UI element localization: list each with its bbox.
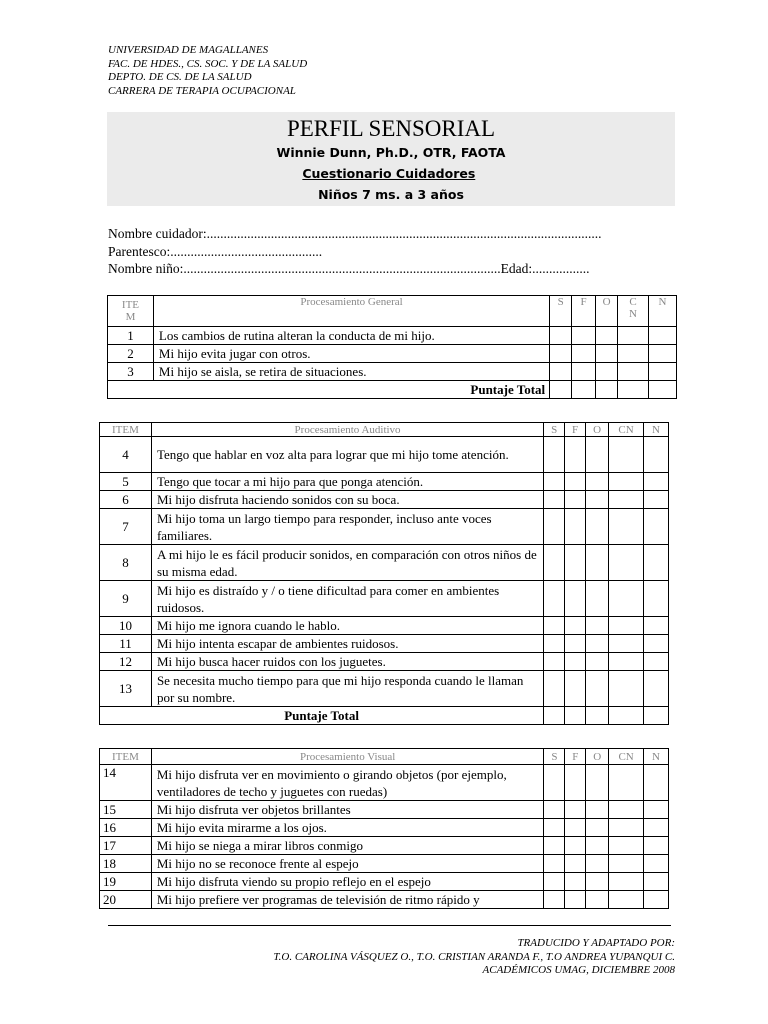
answer-cell[interactable] (609, 653, 644, 671)
answer-cell[interactable] (643, 635, 668, 653)
answer-cell[interactable] (648, 345, 676, 363)
answer-cell[interactable] (586, 837, 609, 855)
answer-cell[interactable] (544, 509, 565, 545)
scale-header: N (648, 296, 676, 327)
answer-cell[interactable] (644, 801, 669, 819)
item-text: Mi hijo prefiere ver programas de televisión de ritmo rápido y (151, 891, 544, 909)
answer-cell[interactable] (643, 491, 668, 509)
answer-cell[interactable] (586, 437, 609, 473)
item-text: Tengo que hablar en voz alta para lograr que mi hijo tome atención. (151, 437, 543, 473)
answer-cell[interactable] (609, 707, 644, 725)
answer-cell[interactable] (565, 491, 586, 509)
section-title: Procesamiento General (153, 296, 549, 327)
answer-cell[interactable] (586, 617, 609, 635)
item-text: Mi hijo es distraído y / o tiene dificultad para comer en ambientes ruidosos. (151, 581, 543, 617)
visual-processing-table (99, 748, 669, 909)
institution-line: DEPTO. DE CS. DE LA SALUD (108, 71, 252, 83)
credits (273, 937, 675, 978)
answer-cell[interactable] (544, 873, 565, 891)
scale-header: S (544, 423, 565, 437)
answer-cell[interactable] (643, 671, 668, 707)
item-number: 4 (100, 437, 152, 473)
answer-cell[interactable] (643, 545, 668, 581)
answer-cell[interactable] (586, 765, 609, 801)
answer-cell[interactable] (586, 671, 609, 707)
item-text: Mi hijo disfruta viendo su propio reflejo en el espejo (151, 873, 544, 891)
answer-cell[interactable] (644, 819, 669, 837)
answer-cell[interactable] (609, 837, 644, 855)
answer-cell[interactable] (648, 363, 676, 381)
answer-cell[interactable] (644, 855, 669, 873)
item-header: ITEM (100, 423, 152, 437)
answer-cell[interactable] (572, 363, 596, 381)
answer-cell[interactable] (565, 801, 586, 819)
answer-cell[interactable] (565, 653, 586, 671)
answer-cell[interactable] (609, 891, 644, 909)
table-row (100, 837, 669, 855)
answer-cell[interactable] (609, 617, 644, 635)
answer-cell[interactable] (643, 707, 668, 725)
scale-header: O (586, 423, 609, 437)
item-number: 7 (100, 509, 152, 545)
item-number: 1 (108, 327, 154, 345)
item-text: Mi hijo disfruta ver en movimiento o girando objetos (por ejemplo, ventiladores de techo y juguetes con ruedas) (151, 765, 544, 801)
answer-cell[interactable] (565, 819, 586, 837)
answer-cell[interactable] (609, 855, 644, 873)
total-label: Puntaje Total (100, 707, 544, 725)
answer-cell[interactable] (544, 635, 565, 653)
answer-cell[interactable] (586, 707, 609, 725)
credits-line: TRADUCIDO Y ADAPTADO POR: (517, 937, 675, 949)
answer-cell[interactable] (544, 707, 565, 725)
answer-cell[interactable] (565, 473, 586, 491)
answer-cell[interactable] (586, 873, 609, 891)
scale-header: S (544, 749, 565, 765)
answer-cell[interactable] (544, 855, 565, 873)
answer-cell[interactable] (644, 891, 669, 909)
answer-cell[interactable] (565, 671, 586, 707)
answer-cell[interactable] (565, 837, 586, 855)
answer-cell[interactable] (586, 509, 609, 545)
table-row (100, 653, 669, 671)
table-row (108, 363, 677, 381)
credits-line: ACADÉMICOS UMAG, DICIEMBRE 2008 (482, 964, 675, 976)
item-text: Mi hijo busca hacer ruidos con los juguetes. (151, 653, 543, 671)
item-number: 11 (100, 635, 152, 653)
answer-cell[interactable] (544, 581, 565, 617)
answer-cell[interactable] (596, 345, 618, 363)
item-number: 19 (100, 873, 152, 891)
item-text: A mi hijo le es fácil producir sonidos, en comparación con otros niños de su misma edad. (151, 545, 543, 581)
item-text: Mi hijo evita mirarme a los ojos. (151, 819, 544, 837)
item-text: Mi hijo disfruta haciendo sonidos con su boca. (151, 491, 543, 509)
answer-cell[interactable] (544, 837, 565, 855)
answer-cell[interactable] (618, 327, 649, 345)
item-text: Tengo que tocar a mi hijo para que ponga atención. (151, 473, 543, 491)
item-number: 6 (100, 491, 152, 509)
item-number: 12 (100, 653, 152, 671)
total-row (108, 381, 677, 399)
table-row (100, 855, 669, 873)
item-number: 3 (108, 363, 154, 381)
item-text: Mi hijo se niega a mirar libros conmigo (151, 837, 544, 855)
section-title: Procesamiento Visual (151, 749, 544, 765)
answer-cell[interactable] (586, 635, 609, 653)
answer-cell[interactable] (565, 545, 586, 581)
answer-cell[interactable] (648, 381, 676, 399)
total-row (100, 707, 669, 725)
item-number: 17 (100, 837, 152, 855)
section-title: Procesamiento Auditivo (151, 423, 543, 437)
table-row (100, 635, 669, 653)
item-text: Mi hijo disfruta ver objetos brillantes (151, 801, 544, 819)
table-row (100, 509, 669, 545)
scale-header: F (565, 749, 586, 765)
answer-cell[interactable] (544, 891, 565, 909)
questionnaire-type: Cuestionario Cuidadores (302, 166, 476, 181)
answer-cell[interactable] (643, 473, 668, 491)
item-text: Mi hijo toma un largo tiempo para responder, incluso ante voces familiares. (151, 509, 543, 545)
scale-header: S (550, 296, 572, 327)
answer-cell[interactable] (609, 635, 644, 653)
answer-cell[interactable] (586, 653, 609, 671)
answer-cell[interactable] (572, 345, 596, 363)
scale-header: N (644, 749, 669, 765)
item-number: 20 (100, 891, 152, 909)
answer-cell[interactable] (565, 765, 586, 801)
scale-header: O (596, 296, 618, 327)
table-row (100, 437, 669, 473)
item-number: 10 (100, 617, 152, 635)
scale-header: CN (609, 749, 644, 765)
answer-cell[interactable] (586, 819, 609, 837)
answer-cell[interactable] (586, 473, 609, 491)
answer-cell[interactable] (544, 801, 565, 819)
answer-cell[interactable] (565, 707, 586, 725)
answer-cell[interactable] (544, 491, 565, 509)
answer-cell[interactable] (609, 765, 644, 801)
answer-cell[interactable] (586, 891, 609, 909)
answer-cell[interactable] (565, 635, 586, 653)
table-row (108, 327, 677, 345)
table-row (100, 819, 669, 837)
title-box (107, 112, 675, 206)
answer-cell[interactable] (544, 819, 565, 837)
credits-line: T.O. CAROLINA VÁSQUEZ O., T.O. CRISTIAN ARANDA F., T.O ANDREA YUPANQUI C. (273, 950, 675, 963)
answer-cell[interactable] (586, 801, 609, 819)
answer-cell[interactable] (648, 327, 676, 345)
answer-cell[interactable] (643, 653, 668, 671)
item-text: Mi hijo evita jugar con otros. (153, 345, 549, 363)
answer-cell[interactable] (565, 891, 586, 909)
answer-cell[interactable] (596, 327, 618, 345)
institution-line: CARRERA DE TERAPIA OCUPACIONAL (108, 84, 296, 97)
institution-line: UNIVERSIDAD DE MAGALLANES (108, 44, 269, 56)
answer-cell[interactable] (596, 363, 618, 381)
answer-cell[interactable] (596, 381, 618, 399)
answer-cell[interactable] (644, 873, 669, 891)
answer-cell[interactable] (565, 581, 586, 617)
answer-cell[interactable] (544, 473, 565, 491)
answer-cell[interactable] (544, 653, 565, 671)
general-processing-table (107, 295, 677, 399)
answer-cell[interactable] (609, 581, 644, 617)
answer-cell[interactable] (609, 671, 644, 707)
answer-cell[interactable] (550, 381, 572, 399)
institution-header (108, 44, 307, 98)
answer-cell[interactable] (643, 437, 668, 473)
item-number: 15 (100, 801, 152, 819)
table-row (108, 345, 677, 363)
table-row (100, 891, 669, 909)
answer-cell[interactable] (565, 509, 586, 545)
answer-cell[interactable] (609, 873, 644, 891)
answer-cell[interactable] (644, 765, 669, 801)
answer-cell[interactable] (544, 671, 565, 707)
item-text: Mi hijo se aisla, se retira de situaciones. (153, 363, 549, 381)
item-number: 13 (100, 671, 152, 707)
footer-divider (108, 925, 671, 926)
answer-cell[interactable] (565, 437, 586, 473)
answer-cell[interactable] (550, 327, 572, 345)
item-header: ITEM (100, 749, 152, 765)
answer-cell[interactable] (565, 855, 586, 873)
answer-cell[interactable] (544, 437, 565, 473)
table-row (100, 801, 669, 819)
answer-cell[interactable] (586, 855, 609, 873)
relationship-field[interactable]: Parentesco:............................................. (108, 243, 323, 259)
page-title: PERFIL SENSORIAL (286, 116, 496, 141)
answer-cell[interactable] (586, 491, 609, 509)
scale-header: CN (609, 423, 644, 437)
scale-header: F (565, 423, 586, 437)
answer-cell[interactable] (609, 545, 644, 581)
item-number: 8 (100, 545, 152, 581)
table-row (100, 617, 669, 635)
item-header: ITE M (108, 296, 154, 327)
answer-cell[interactable] (544, 765, 565, 801)
table-row (100, 671, 669, 707)
caregiver-name-field[interactable]: Nombre cuidador:..................................................................................................................... (108, 226, 602, 241)
table-row (100, 491, 669, 509)
item-number: 5 (100, 473, 152, 491)
form-fields (108, 225, 601, 278)
table-row (100, 473, 669, 491)
answer-cell[interactable] (544, 617, 565, 635)
child-name-field[interactable]: Nombre niño:..............................................................................................Edad:................. (108, 261, 590, 276)
answer-cell[interactable] (586, 545, 609, 581)
item-text: Se necesita mucho tiempo para que mi hijo responda cuando le llaman por su nombre. (151, 671, 543, 707)
answer-cell[interactable] (609, 801, 644, 819)
item-text: Los cambios de rutina alteran la conducta de mi hijo. (153, 327, 549, 345)
scale-header: N (643, 423, 668, 437)
answer-cell[interactable] (609, 491, 644, 509)
table-row (100, 581, 669, 617)
item-text: Mi hijo intenta escapar de ambientes ruidosos. (151, 635, 543, 653)
answer-cell[interactable] (609, 437, 644, 473)
answer-cell[interactable] (565, 617, 586, 635)
item-text: Mi hijo no se reconoce frente al espejo (151, 855, 544, 873)
answer-cell[interactable] (586, 581, 609, 617)
answer-cell[interactable] (644, 837, 669, 855)
answer-cell[interactable] (618, 345, 649, 363)
item-number: 18 (100, 855, 152, 873)
age-range: Niños 7 ms. a 3 años (318, 187, 464, 202)
answer-cell[interactable] (544, 545, 565, 581)
auditory-processing-table (99, 422, 669, 725)
item-number: 9 (100, 581, 152, 617)
answer-cell[interactable] (643, 581, 668, 617)
author: Winnie Dunn, Ph.D., OTR, FAOTA (276, 145, 506, 160)
answer-cell[interactable] (565, 873, 586, 891)
item-number: 2 (108, 345, 154, 363)
answer-cell[interactable] (618, 381, 649, 399)
scale-header: F (572, 296, 596, 327)
item-text: Mi hijo me ignora cuando le hablo. (151, 617, 543, 635)
answer-cell[interactable] (618, 363, 649, 381)
institution-line: FAC. DE HDES., CS. SOC. Y DE LA SALUD (108, 57, 308, 70)
answer-cell[interactable] (572, 381, 596, 399)
answer-cell[interactable] (550, 345, 572, 363)
table-row (100, 545, 669, 581)
scale-header: C N (618, 296, 649, 327)
total-label: Puntaje Total (108, 381, 550, 399)
item-number: 14 (100, 765, 152, 801)
answer-cell[interactable] (609, 819, 644, 837)
answer-cell[interactable] (609, 473, 644, 491)
table-row (100, 765, 669, 801)
answer-cell[interactable] (643, 617, 668, 635)
answer-cell[interactable] (609, 509, 644, 545)
answer-cell[interactable] (643, 509, 668, 545)
scale-header: O (586, 749, 609, 765)
item-number: 16 (100, 819, 152, 837)
answer-cell[interactable] (572, 327, 596, 345)
table-row (100, 873, 669, 891)
answer-cell[interactable] (550, 363, 572, 381)
